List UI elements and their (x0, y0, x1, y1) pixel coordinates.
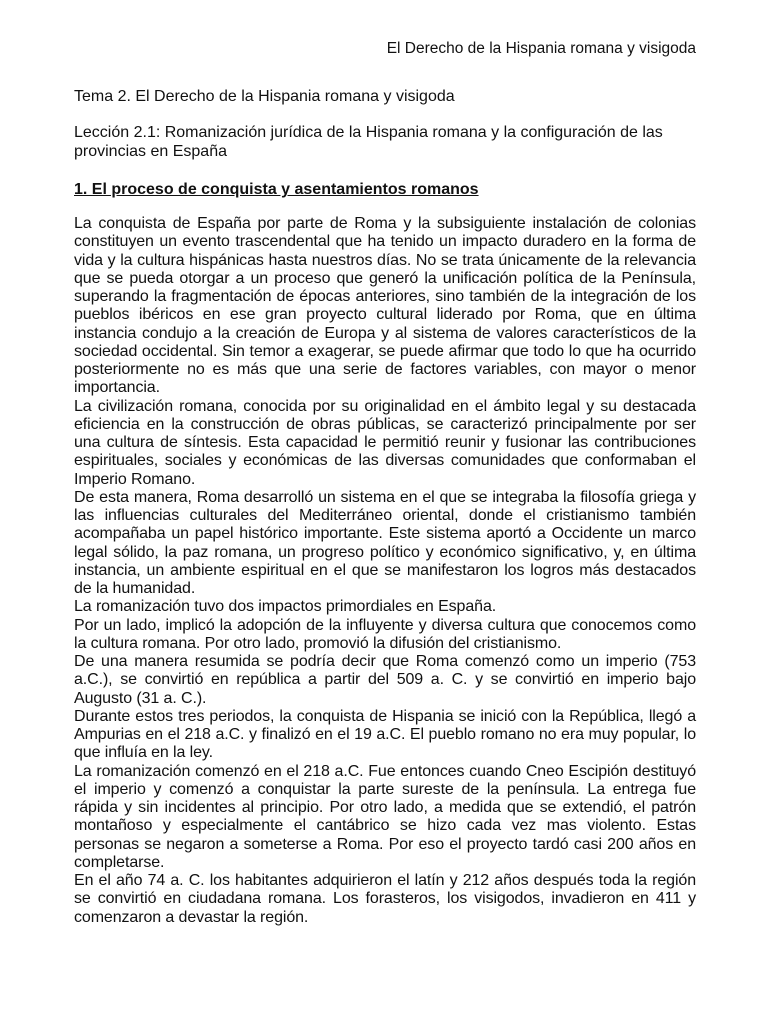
paragraph: En el año 74 a. C. los habitantes adquirieron el latín y 212 años después toda la región se convirtió en ciudadana romana. Los forasteros, los visigodos, invadieron en 411 y comenzaron a devastar la región. (74, 872, 696, 926)
paragraph: Por un lado, implicó la adopción de la influyente y diversa cultura que conocemos como la cultura romana. Por otro lado, promovió la difusión del cristianismo. (74, 616, 696, 652)
paragraph: De una manera resumida se podría decir que Roma comenzó como un imperio (753 a.C.), se convirtió en república a partir del 509 a. C. y se convirtió en imperio bajo Augusto (31 a. C.). (74, 653, 696, 707)
paragraph: La romanización tuvo dos impactos primordiales en España. (74, 598, 497, 616)
paragraph: Durante estos tres periodos, la conquista de Hispania se inició con la República, llegó a Ampurias en el 218 a.C. y finalizó en el 19 a.C. El pueblo romano no era muy popular, lo que influía en la ley. (74, 707, 696, 762)
paragraph: La romanización comenzó en el 218 a.C. Fue entonces cuando Cneo Escipión destituyó el imperio y comenzó a conquistar la parte sureste de la península. La entrega fue rápida y sin incidentes al principio. Por otro lado, a medida que se extendió, el patrón montañoso y especialmente el cantábrico se hizo cada vez mas violento. Estas personas se negaron a someterse a Roma. Por eso el proyecto tardó casi 200 años en completarse. (74, 762, 696, 871)
section-heading: 1. El proceso de conquista y asentamientos romanos (74, 181, 479, 198)
body-text (74, 215, 696, 927)
running-header: El Derecho de la Hispania romana y visigoda (386, 40, 696, 57)
topic-title: Tema 2. El Derecho de la Hispania romana y visigoda (74, 88, 455, 105)
paragraph: La civilización romana, conocida por su originalidad en el ámbito legal y su destacada eficiencia en la construcción de obras públicas, se caracterizó principalmente por ser una cultura de síntesis. Esta capacidad le permitió reunir y fusionar las contribuciones espirituales, sociales y económicas de las diversas comunidades que conformaban el Imperio Romano. (74, 397, 696, 488)
paragraph: De esta manera, Roma desarrolló un sistema en el que se integraba la filosofía griega y las influencias culturales del Mediterráneo oriental, donde el cristianismo también acompañaba un papel histórico importante. Este sistema aportó a Occidente un marco legal sólido, la paz romana, un progreso político y económico significativo, y, en última instancia, un ambiente espiritual en el que se manifestaron los logros más destacados de la humanidad. (74, 488, 696, 597)
paragraph: La conquista de España por parte de Roma y la subsiguiente instalación de colonias constituyen un evento trascendental que ha tenido un impacto duradero en la forma de vida y la cultura hispánicas hasta nuestros días. No se trata únicamente de la relevancia que se pueda otorgar a un proceso que generó la unificación política de la Península, superando la fragmentación de épocas anteriores, sino también de la integración de los pueblos ibéricos en ese gran proyecto cultural liderado por Roma, que en última instancia condujo a la creación de Europa y al sistema de valores característicos de la sociedad occidental. Sin temor a exagerar, se puede afirmar que todo lo que ha ocurrido posteriormente no es más que una serie de factores variables, con mayor o menor importancia. (74, 215, 696, 397)
lesson-title: Lección 2.1: Romanización jurídica de la Hispania romana y la configuración de las provincias en España (74, 124, 663, 160)
